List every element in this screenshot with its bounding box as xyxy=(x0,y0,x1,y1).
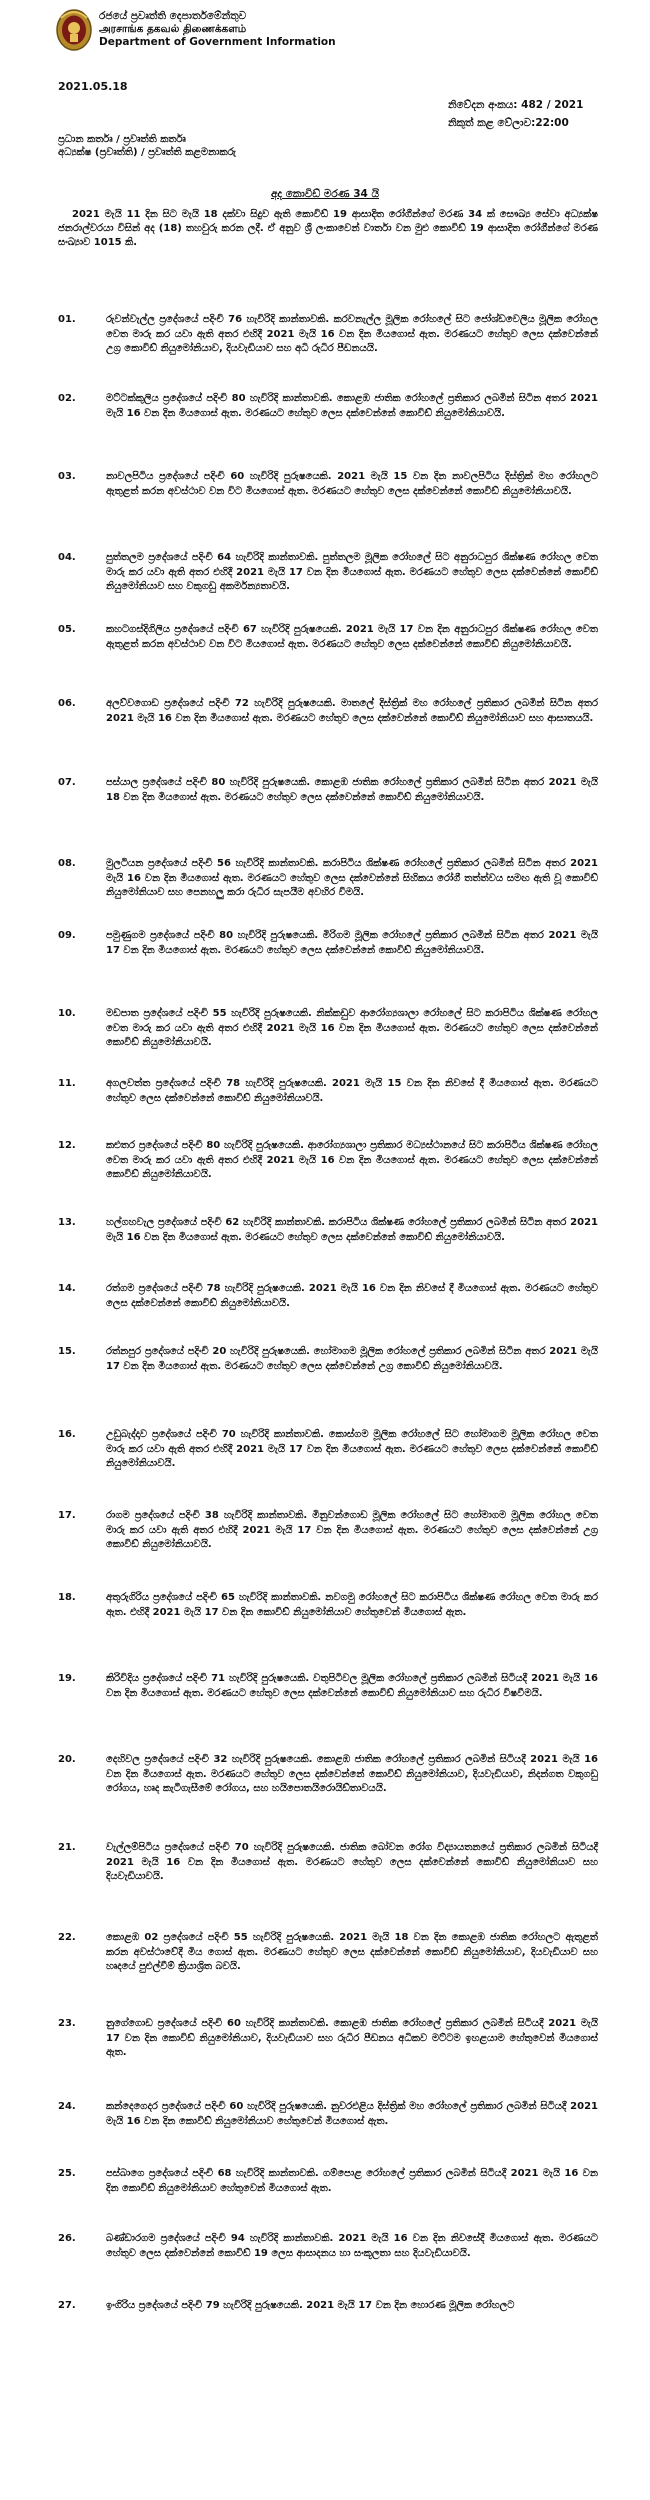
item-text: රාගම ප්‍රදේශයේ පදිංචි 38 හැවිරිදි කාන්තාවකි. මිනුවන්ගොඩ මූලික රෝහලේ සිට හෝමාගම මූලික රෝහල වෙත මාරු කර යවා ඇති අතර එහිදී 2021 මැයි 17 වන දින මියගොස් ඇත. මරණයට හේතුව ලෙස දක්වෙන්නේ උග්‍ර කොවිඩ් නියුමෝනියාවයි. xyxy=(106,1510,598,1550)
item-text: කිරිවිදිය ප්‍රදේශයේ පදිංචි 71 හැවිරිදි පුරුෂයෙකි. වතුපිටිවල මූලික රෝහලේ ප්‍රතිකාර ලබමින් සිටියදී 2021 මැයි 16 වන දින මියගොස් ඇත. මරණයට හේතුව ලෙස දක්වෙන්නේ කොවිඩ් නියුමෝනියාව සහ රුධිර විෂවීමයි. xyxy=(106,1673,598,1699)
department-name-english: Department of Government Information xyxy=(99,36,336,48)
item-number: 22. xyxy=(58,1932,76,1943)
item-number: 10. xyxy=(58,1008,76,1019)
release-date: 2021.05.18 xyxy=(58,80,128,93)
item-number: 20. xyxy=(58,1754,76,1765)
item-text: පමුණුගම ප්‍රදේශයේ පදිංචි 80 හැවිරිදි පුරුෂයෙකි. මිරිගම මූලික රෝහලේ ප්‍රතිකාර ලබමින් සිටින අතර 2021 මැයි 17 වන දින මියගොස් ඇත. මරණයට හේතුව ලෙස දක්වෙන්නේ කොවිඩ් නියුමෝනියාවයි. xyxy=(106,930,598,956)
item-text: අලව්වගොඩ ප්‍රදේශයේ පදිංචි 72 හැවිරිදි පුරුෂයෙකි. මාතලේ දිස්ත්‍රික් මහ රෝහලේ ප්‍රතිකාර ලබමින් සිටින අතර 2021 මැයි 16 වන දින මියගොස් ඇත. මරණයට හේතුව ලෙස දක්වෙන්නේ කොවිඩ් නියුමෝනියාව සහ ආසාතයයි. xyxy=(106,698,598,724)
item-text: රත්නපුර ප්‍රදේශයේ පදිංචි 20 හැවිරිදි පුරුෂයෙකි. හෝමාගම මූලික රෝහලේ ප්‍රතිකාර ලබමින් සිටින අතර 2021 මැයි 17 වන දින මියගොස් ඇත. මරණයට හේතුව ලෙස දක්වෙන්නේ උග්‍ර කොවිඩ් නියුමෝනියාවයි. xyxy=(106,1346,598,1372)
item-text: පස්යාල ප්‍රදේශයේ පදිංචි 80 හැවිරිදි පුරුෂයෙකි. කොළඹ ජාතික රෝහලේ ප්‍රතිකාර ලබමින් සිටින අතර 2021 මැයි 18 වන දින මියගොස් ඇත. මරණයට හේතුව ලෙස දක්වෙන්නේ කොවිඩ් නියුමෝනියාවයි. xyxy=(106,777,598,803)
item-text: උඩුබැද්දාව ප්‍රදේශයේ පදිංචි 70 හැවිරිදි කාන්තාවකි. කොස්ගම මූලික රෝහලේ සිට හෝමාගම මූලික රෝහල වෙත මාරු කර යවා ඇති අතර එහිදී 2021 මැයි 17 වන දින මියගොස් ඇත. මරණයට හේතුව ලෙස දක්වෙන්නේ කොවිඩ් නියුමෝනියාවයි. xyxy=(106,1429,598,1469)
item-number: 08. xyxy=(58,858,76,869)
item-number: 25. xyxy=(58,2168,76,2179)
item-text: නාවලපිටිය ප්‍රදේශයේ පදිංචි 60 හැවිරිදි පුරුෂයෙකි. 2021 මැයි 15 වන දින නාවලපිටිය දිස්ත්‍රික් මහ රෝහලට ඇතුළත් කරන අවස්ථාව වන විට මියගොස් ඇත. මරණයට හේතුව ලෙස දක්වෙන්නේ කොවිඩ් නියුමෝනියාවයි. xyxy=(106,471,598,497)
recipient-line: ප්‍රධාන කර්තෘ / ප්‍රවෘත්ති කර්තෘ xyxy=(58,134,186,145)
letterhead xyxy=(55,8,336,54)
item-text: ඉංගිරිය ප්‍රදේශයේ පදිංචි 79 හැවිරිදි පුරුෂයෙකි. 2021 මැයි 17 වන දින හොරණ මූලික රෝහලට xyxy=(106,2300,515,2311)
item-text: කොළඹ 02 ප්‍රදේශයේ පදිංචි 55 හැවිරිදි පුරුෂයෙකි. 2021 මැයි 18 වන දින කොළඹ ජාතික රෝහලට ඇතුළත් කරන අවස්ථාවේදී මිය ගොස් ඇත. මරණයට හේතුව ලෙස දක්වෙන්නේ කොවිඩ් නියුමෝනියාව, දියවැඩියාව සහ හෘදයේ පුළුල්වීම් ක්‍රියාශ්‍රිත බවයි. xyxy=(106,1932,598,1972)
item-number: 14. xyxy=(58,1283,76,1294)
item-text: කන්දෙගෙදර ප්‍රදේශයේ පදිංචි 60 හැවිරිදි පුරුෂයෙකි. නුවරඑළිය දිස්ත්‍රික් මහ රෝහලේ ප්‍රතිකාර ලබමින් සිටියදී 2021 මැයි 16 වන දින කොවිඩ් නියුමෝනියාව හේතුවෙන් මියගොස් ඇත. xyxy=(106,2101,598,2127)
release-meta xyxy=(448,96,583,132)
item-text: හල්ගහවැල ප්‍රදේශයේ පදිංචි 62 හැවිරිදි කාන්තාවකි. කරාපිටිය ශික්ෂණ රෝහලේ ප්‍රතිකාර ලබමින් සිටින අතර 2021 මැයි 16 වන දින මියගොස් ඇත. මරණයට හේතුව ලෙස දක්වෙන්නේ කොවිඩ් නියුමෝනියාවයි. xyxy=(106,1217,598,1243)
item-text: මුලටියන ප්‍රදේශයේ පදිංචි 56 හැවිරිදි කාන්තාවකි. කරාපිටිය ශික්ෂණ රෝහලේ ප්‍රතිකාර ලබමින් සිටින අතර 2021 මැයි 16 වන දින මියගොස් ඇත. මරණයට හේතුව ලෙස දක්වෙන්නේ සිහිකය රෝගී තත්ත්වය සමඟ ඇති වූ කොවිඩ් නියුමෝනියාව සහ පෙනහලු කරා රුධිර සැපයීම අවහිර වීමයි. xyxy=(106,858,598,898)
item-number: 11. xyxy=(58,1078,76,1089)
item-number: 27. xyxy=(58,2300,76,2311)
item-number: 13. xyxy=(58,1217,76,1228)
item-text: බණ්ඩාරගම ප්‍රදේශයේ පදිංචි 94 හැවිරිදි කාන්තාවකි. 2021 මැයි 16 වන දින නිවසේදී මියගොස් ඇත. මරණයට හේතුව ලෙස දක්වෙන්නේ කොවිඩ් 19 ලෙස ආසාදනය හා සංකූලතා සහ දියවැඩියාවයි. xyxy=(106,2233,598,2259)
item-number: 15. xyxy=(58,1346,76,1357)
item-text: රත්ගම ප්‍රදේශයේ පදිංචි 78 හැවිරිදි පුරුෂයෙකි. 2021 මැයි 16 වන දින නිවසේ දී මියගොස් ඇත. මරණයට හේතුව ලෙස දක්වෙන්නේ කොවිඩ් නියුමෝනියාවයි. xyxy=(106,1283,598,1309)
item-number: 09. xyxy=(58,930,76,941)
item-number: 24. xyxy=(58,2101,76,2112)
department-name-tamil: அரசாங்க தகவல் திணைக்களம் xyxy=(99,23,247,35)
item-text: අතුරුගිරිය ප්‍රදේශයේ පදිංචි 65 හැවිරිදි කාන්තාවකි. නවගමු රෝහලේ සිට කරාපිටිය ශික්ෂණ රෝහල වෙත මාරු කර ඇත. එහිදී 2021 මැයි 17 වන දින කොවිඩ් නියුමෝනියාව හේතුවෙන් මියගොස් ඇත. xyxy=(106,1592,598,1618)
item-number: 06. xyxy=(58,698,76,709)
item-number: 19. xyxy=(58,1673,76,1684)
recipients xyxy=(58,133,236,159)
item-text: මඩපාත ප්‍රදේශයේ පදිංචි 55 හැවිරිදි පුරුෂයෙකි. නික්කඩුව ආරෝග්‍යශාලා රෝහලේ සිට කරාපිටිය ශික්ෂණ රෝහල වෙත මාරු කර යවා ඇති අතර එහිදී 2021 මැයි 16 වන දින මියගොස් ඇත. මරණයට හේතුව ලෙස දක්වෙන්නේ කොවිඩ් නියුමෝනියාවයි. xyxy=(106,1008,598,1048)
item-number: 17. xyxy=(58,1510,76,1521)
item-number: 01. xyxy=(58,314,76,325)
item-text: රුවන්වැල්ල ප්‍රදේශයේ පදිංචි 76 හැවිරිදි කාන්තාවකි. කරවනැල්ල මූලික රෝහලේ සිට ජෝශ්ඩ‍වෙලිය මූලික රෝහල වෙත මාරු කර යවා ඇති අතර එහිදී 2021 මැයි 16 වන දින මියගොස් ඇත. මරණයට හේතුව ලෙස දක්වෙන්නේ උග්‍ර කොවිඩ් නියුමෝනියාව, දියවැඩියාව සහ අධි රුධිර පීඩනයයි. xyxy=(106,314,598,354)
item-text: කළුතර ප්‍රදේශයේ පදිංචි 80 හැවිරිදි පුරුෂයෙකි. ආරෝග්‍යශාලා ප්‍රතිකාර මධ්‍යස්ථානයේ සිට කරාපිටිය ශික්ෂණ රෝහල වෙත මාරු කර යවා ඇති අතර එහිදී 2021 මැයි 16 වන දින මියගොස් ඇත. මරණයට හේතුව ලෙස දක්වෙන්නේ කොවිඩ් නියුමෝනියාවයි. xyxy=(106,1140,598,1180)
item-text: කහටගස්දිගිලිය ප්‍රදේශයේ පදිංචි 67 හැවිරිදි පුරුෂයෙකි. 2021 මැයි 17 වන දින අනුරාධපුර ශික්ෂණ රෝහල වෙත ඇතුළත් කරන අවස්ථාව වන විට මියගොස් ඇත. මරණයට හේතුව ලෙස දක්වෙන්නේ කොවිඩ් නියුමෝනියාවයි. xyxy=(106,624,598,650)
item-number: 02. xyxy=(58,393,76,404)
item-text: අගලවත්ත ප්‍රදේශයේ පදිංචි 78 හැවිරිදි පුරුෂයෙකි. 2021 මැයි 15 වන දින නිවසේ දී මියගොස් ඇත. මරණයට හේතුව ලෙස දක්වෙන්නේ කොවිඩ් නියුමෝනියාවයි. xyxy=(106,1078,598,1104)
item-text: නුගේගොඩ ප්‍රදේශයේ පදිංචි 60 හැවිරිදි කාන්තාවකි. කොළඹ ජාතික රෝහලේ ප්‍රතිකාර ලබමින් සිටියදී 2021 මැයි 17 වන දින කොවිඩ් නියුමෝනියාව, දියවැඩියාව සහ රුධිර පීඩනය අධිකව මට්ටම ඉහළයාම හේතුවෙන් මියගොස් ඇත. xyxy=(106,2018,598,2058)
document-title: අද කොවිඩ් මරණ 34 යි xyxy=(270,188,380,200)
item-number: 23. xyxy=(58,2018,76,2029)
item-text: වැල්ලම්පිටිය ප්‍රදේශයේ පදිංචි 70 හැවිරිදි පුරුෂයෙකි. ජාතික බෝවන රෝග විද්‍යායතනයේ ප්‍රතිකාර ලබමින් සිටියදී 2021 මැයි 16 වන දින මියගොස් ඇත. මරණයට හේතුව ලෙස දක්වෙන්නේ කොවිඩ් නියුමෝනියාව සහ දියවැඩියාවයි. xyxy=(106,1842,598,1882)
item-number: 26. xyxy=(58,2233,76,2244)
release-time: නිකුත් කළ වේලාව:22:00 xyxy=(448,117,569,129)
item-number: 21. xyxy=(58,1842,76,1853)
recipient-line: අධ්‍යක්ෂ (ප්‍රවෘත්ති) / ප්‍රවෘත්ති කළමනාකරු xyxy=(58,147,236,158)
item-number: 18. xyxy=(58,1592,76,1603)
item-number: 03. xyxy=(58,471,76,482)
item-number: 12. xyxy=(58,1140,76,1151)
item-number: 04. xyxy=(58,552,76,563)
release-number: නිවේදන අංකය: 482 / 2021 xyxy=(448,99,584,111)
government-emblem-icon xyxy=(55,8,93,52)
item-number: 05. xyxy=(58,624,76,635)
item-text: පුත්තලම ප්‍රදේශයේ පදිංචි 64 හැවිරිදි කාන්තාවකි. පුත්තලම මූලික රෝහලේ සිට අනුරාධපුර ශික්ෂණ රෝහල වෙත මාරු කර යවා ඇති අතර එහිදී 2021 මැයි 17 වන දින මියගොස් ඇත. මරණයට හේතුව ලෙස දක්වෙන්නේ කොවිඩ් නියුමෝනියාව සහ වකුගඩු අකර්මන්‍යතාවයි. xyxy=(106,552,599,592)
department-name-sinhala: රජයේ ප්‍රවෘත්ති දෙපාර්තමේන්තුව xyxy=(99,10,247,22)
item-text: මට්ටක්කුලිය ප්‍රදේශයේ පදිංචි 80 හැවිරිදි කාන්තාවකි. කොළඹ ජාතික රෝහලේ ප්‍රතිකාර ලබමින් සිටින අතර 2021 මැයි 16 වන දින මියගොස් ඇත. මරණයට හේතුව ලෙස දක්වෙන්නේ කොවිඩ් නියුමෝනියාවයි. xyxy=(106,393,598,419)
item-text: පස්බාගෙ ප්‍රදේශයේ පදිංචි 68 හැවිරිදි කාන්තාවකි. ගම්පොළ රෝහලේ ප්‍රතිකාර ලබමින් සිටියදී 2021 මැයි 16 වන දින කොවිඩ් නියුමෝනියාව හේතුවෙන් මියගොස් ඇත. xyxy=(106,2168,598,2194)
intro-paragraph: 2021 මැයි 11 දින සිට මැයි 18 දක්වා සිදුව ඇති කොවිඩ් 19 ආසාදිත රෝගීන්ගේ මරණ 34 ක් සෞඛ්‍ය සේවා අධ්‍යක්ෂ ජනරාල්වරයා විසින් අද (18) තහවුරු කරන ලදී. ඒ අනුව ශ්‍රී ලංකාවෙන් වාර්තා වන මුළු කොවිඩ් 19 ආසාදිත රෝගීන්ගේ මරණ සංඛ්‍යාව 1015 කි. xyxy=(58,209,598,248)
item-number: 16. xyxy=(58,1429,76,1440)
item-number: 07. xyxy=(58,777,76,788)
item-text: දෙහිවල ප්‍රදේශයේ පදිංචි 32 හැවිරිදි පුරුෂයෙකි. කොළඹ ජාතික රෝහලේ ප්‍රතිකාර ලබමින් සිටියදී 2021 මැයි 16 වන දින මියගොස් ඇත. මරණයට හේතුව ලෙස දක්වෙන්නේ කොවිඩ් නියුමෝනියාව, දියවැඩියාව, නිදන්ගත වකුගඩු රෝගය, හෘද කැටීගැසීමේ රෝගය, සහ හයිපොතයිරොයිඩ්තාවයයි. xyxy=(106,1754,598,1794)
